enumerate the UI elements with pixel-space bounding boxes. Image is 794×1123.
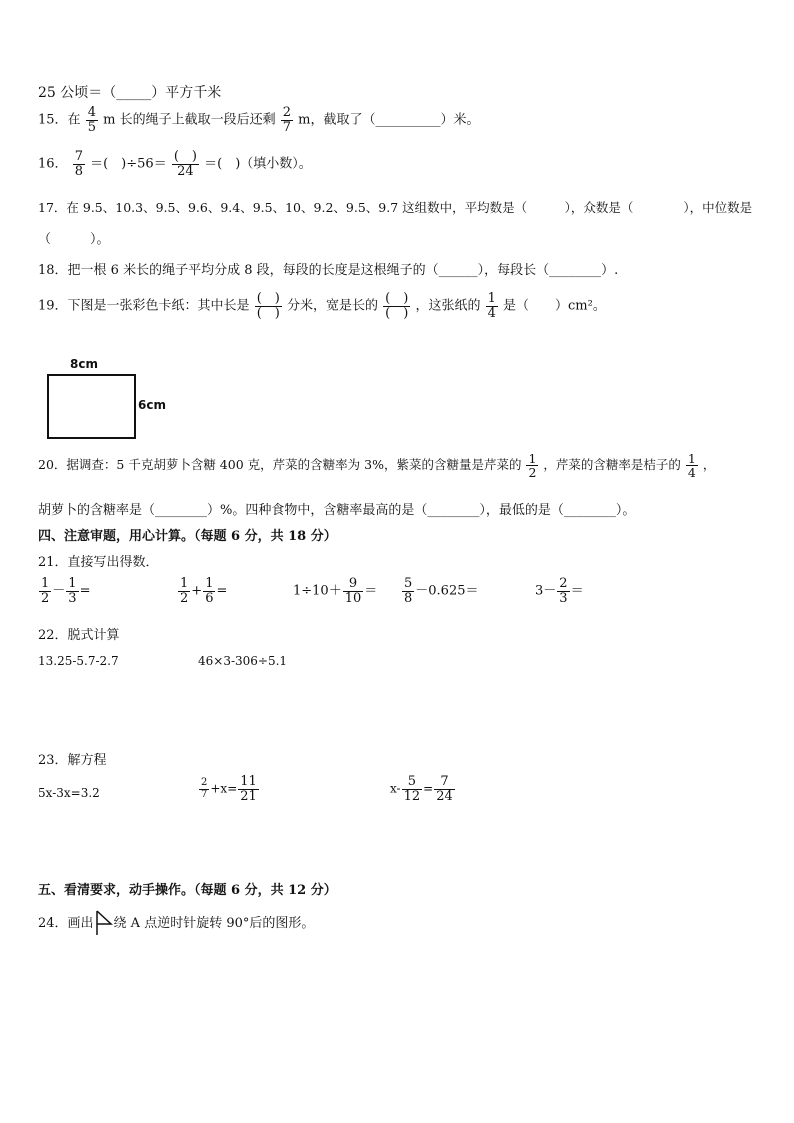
question-17-line-1: 17．在 9.5、10.3、9.5、9.6、9.4、9.5、10、9.2、9.5、9.7 这组数中，平均数是（ ），众数是（ ），中位数是 <box>38 200 753 215</box>
q14-tail-unit: ）平方千米 <box>151 85 222 101</box>
q20-fraction-2: $\frac{1}{4}$ <box>687 451 696 481</box>
q19-fraction-1: $\frac{( )}{( )}$ <box>256 291 280 321</box>
q21-e5-pre: 3－ <box>535 583 557 599</box>
q16-fraction-1: $\frac{7}{8}$ <box>74 149 83 179</box>
q16-end: ＝( )（填小数）。 <box>204 156 312 172</box>
q21-expr-3 <box>293 577 377 605</box>
figure-width-label: 8cm <box>70 357 98 371</box>
q20-line2a: 胡萝卜的含糖率是（ <box>38 503 156 518</box>
q21-expr-5 <box>535 577 584 605</box>
q18-blank-1[interactable]: ______ <box>438 263 478 278</box>
q24-pre: 24．画出 <box>38 916 94 931</box>
q23-equation-3 <box>390 775 456 803</box>
q15-end: ）米。 <box>440 112 480 128</box>
question-20-line-2 <box>38 499 635 518</box>
q20-blank-2[interactable]: ________ <box>427 503 480 518</box>
q21-e3-eq: ＝ <box>364 583 378 599</box>
q20-line2d: ）。 <box>615 503 636 518</box>
question-15 <box>38 106 479 134</box>
q19-fraction-2: $\frac{( )}{( )}$ <box>385 291 409 321</box>
q21-e1-frac-b: $\frac{1}{3}$ <box>68 576 77 606</box>
q23-e3-frac-a: $\frac{5}{12}$ <box>403 774 421 804</box>
q20-fraction-1: $\frac{1}{2}$ <box>528 451 537 481</box>
q21-e2-frac-a: $\frac{1}{2}$ <box>180 576 189 606</box>
q21-expr-4 <box>401 577 479 605</box>
question-20-line-1 <box>38 452 715 479</box>
q20-line2c: ），最低的是（ <box>479 503 564 518</box>
q18-mid: ），每段长（ <box>477 263 550 278</box>
q15-mid: m 长的绳子上截取一段后还剩 <box>103 112 276 128</box>
q21-e2-op: + <box>191 583 203 599</box>
question-21-title: 21．直接写出得数． <box>38 555 159 570</box>
q21-e2-frac-b: $\frac{1}{6}$ <box>205 576 214 606</box>
q21-e1-eq: = <box>79 583 91 599</box>
question-18 <box>38 259 618 278</box>
flag-shape-icon <box>94 910 114 936</box>
q23-e3-frac-b: $\frac{7}{24}$ <box>436 774 453 804</box>
q21-e1-op: － <box>52 583 66 599</box>
figure-rectangle <box>47 374 136 439</box>
q20-line1a: 20．据调查：5 千克胡萝卜含糖 400 克，芹菜的含糖率为 3%，紫菜的含糖量是芹菜的 <box>38 457 522 473</box>
q21-e5-frac: $\frac{2}{3}$ <box>559 576 568 606</box>
q23-e2-mid: +x= <box>210 781 238 796</box>
figure-height-label: 6cm <box>138 398 166 412</box>
q16-fraction-2: $\frac{( )}{24}$ <box>173 149 197 179</box>
q19-mid-2: ，这张纸的 <box>415 298 481 314</box>
q21-e3-frac: $\frac{9}{10}$ <box>344 576 362 606</box>
q23-equation-2 <box>198 775 260 803</box>
section-5-title: 五、看清要求，动手操作。（每题 6 分，共 12 分） <box>38 883 337 898</box>
q19-fraction-3: $\frac{1}{4}$ <box>487 291 496 321</box>
q23-e2-frac-b: $\frac{11}{21}$ <box>240 774 257 804</box>
q21-e2-eq: = <box>216 583 228 599</box>
q15-answer-blank[interactable]: __________ <box>375 112 441 128</box>
q21-e4-frac: $\frac{5}{8}$ <box>404 576 413 606</box>
q23-equation-1: 5x-3x=3.2 <box>38 786 100 800</box>
q20-line1b: ，芹菜的含糖率是桔子的 <box>543 457 681 473</box>
q21-expr-1 <box>38 577 90 605</box>
q21-e5-eq: ＝ <box>570 583 584 599</box>
question-19 <box>38 292 606 320</box>
q23-e3-pre: x- <box>390 781 401 796</box>
question-23-title: 23．解方程 <box>38 753 107 768</box>
q19-mid-1: 分米，宽是长的 <box>286 298 378 314</box>
q21-e3-pre: 1÷10＋ <box>293 583 342 599</box>
section-4-title: 四、注意审题，用心计算。（每题 6 分，共 18 分） <box>38 529 337 544</box>
question-22-title: 22．脱式计算 <box>38 628 120 643</box>
q22-expr-2: 46×3-306÷5.1 <box>198 654 288 668</box>
q19-prefix: 19．下图是一张彩色卡纸：其中长是 <box>38 298 250 314</box>
q22-expr-1: 13.25-5.7-2.7 <box>38 654 119 668</box>
question-16 <box>38 150 312 178</box>
q14-tail-blank[interactable]: _____ <box>116 85 152 101</box>
q15-prefix: 15．在 <box>38 112 81 128</box>
q18-blank-2[interactable]: ________ <box>549 263 602 278</box>
q15-fraction-1: $\frac{4}{5}$ <box>87 105 96 135</box>
q18-end: ）. <box>601 263 619 278</box>
q21-e4-rest: －0.625＝ <box>415 583 479 599</box>
q15-after: m，截取了（ <box>298 112 376 128</box>
q18-text: 18．把一根 6 米长的绳子平均分成 8 段，每段的长度是这根绳子的（ <box>38 263 439 278</box>
q15-fraction-2: $\frac{2}{7}$ <box>282 105 291 135</box>
q20-line1c: ， <box>702 457 716 473</box>
q20-blank-3[interactable]: ________ <box>563 503 616 518</box>
q21-expr-2 <box>177 577 227 605</box>
question-17-line-2: （ ）。 <box>38 232 110 247</box>
q23-e3-eq: = <box>423 781 434 796</box>
q20-line2b: ）%。四种食物中，含糖率最高的是（ <box>207 503 428 518</box>
q20-blank-1[interactable]: ________ <box>155 503 208 518</box>
q14-tail-line <box>38 82 221 102</box>
q24-text: 绕 A 点逆时针旋转 90°后的图形。 <box>113 916 315 931</box>
question-24 <box>38 910 314 936</box>
q16-prefix: 16． <box>38 156 68 172</box>
q19-end: 是（ ）cm²。 <box>503 298 606 314</box>
q23-e2-frac-a: $\frac{2}{7}$ <box>201 777 208 800</box>
q16-mid: ＝( )÷56＝ <box>90 156 167 172</box>
q21-e1-frac-a: $\frac{1}{2}$ <box>41 576 50 606</box>
q14-tail-text: 25 公顷＝（ <box>38 85 117 101</box>
